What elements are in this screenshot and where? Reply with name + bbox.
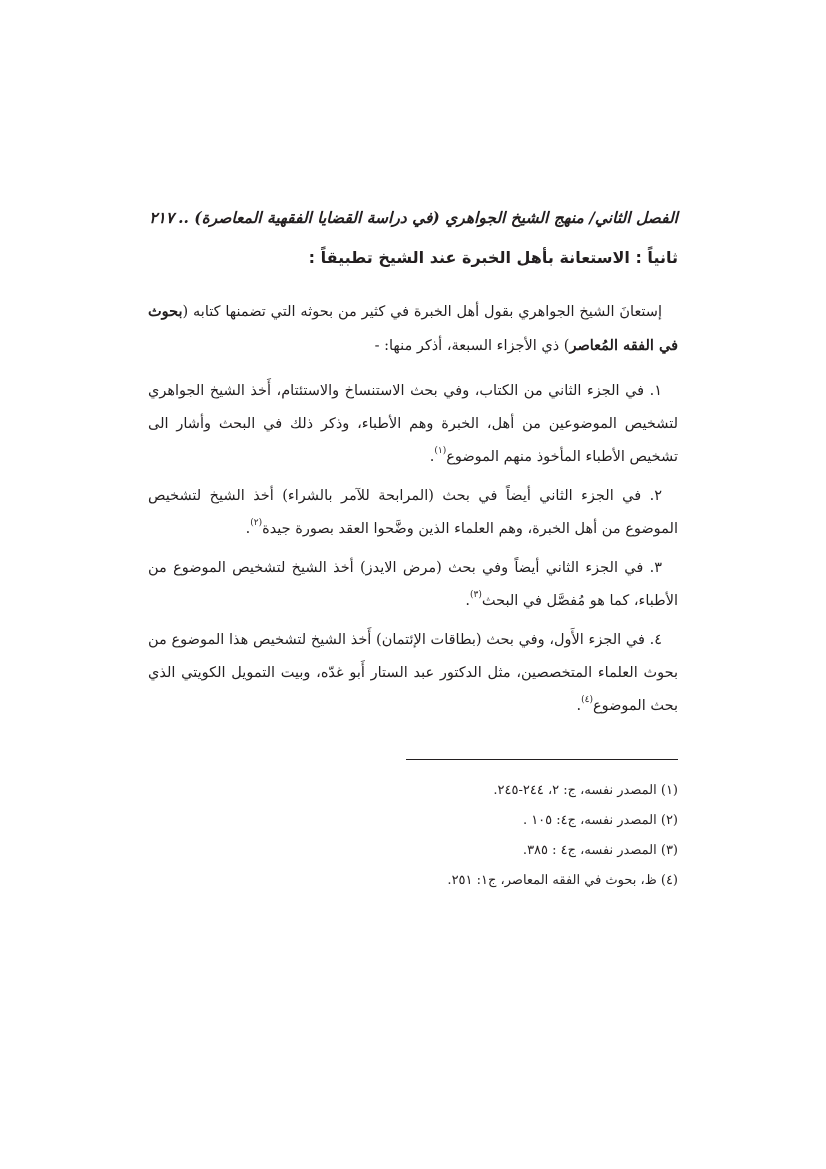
book-title: بحوث في الفقه المُعاصر <box>148 303 678 354</box>
section-heading: ثانياً : الاستعانة بأهل الخبرة عند الشيخ تطبيقاً : <box>308 248 678 267</box>
list-item-4 <box>148 624 678 723</box>
list-item-text: ٢. في الجزء الثاني أيضاً في بحث (المرابحة للآمر بالشراء) أخذ الشيخ لتشخيص الموضوع من أهل الخبرة، وهم العلماء الذين وضَّحوا العقد بصورة جيدة <box>148 488 678 537</box>
running-head <box>148 205 678 231</box>
running-head-title: الفصل الثاني/ منهج الشيخ الجواهري (في دراسة القضايا الفقهية المعاصرة) .. <box>178 208 678 227</box>
footnote-ref-3[interactable]: (٣) <box>470 590 482 600</box>
footnote-2: (٢) المصدر نفسه، ج٤: ١٠٥ . <box>522 813 678 828</box>
list-item-end: . <box>429 449 435 465</box>
intro-text-end: ) ذي الأجزاء السبعة، أذكر منها: - <box>374 338 570 354</box>
footnote-4: (٤) ظ، بحوث في الفقه المعاصر، ج١: ٢٥١. <box>447 873 678 888</box>
footnote-ref-1[interactable]: (١) <box>434 446 447 456</box>
list-item-2 <box>148 480 678 546</box>
intro-text-start: إستعانَ الشيخ الجواهري بقول أهل الخبرة في كثير من بحوثه التي تضمنها كتابه ( <box>182 304 662 320</box>
footnote-ref-2[interactable]: (٢) <box>250 518 263 528</box>
list-item-text: ٤. في الجزء الأَول، وفي بحث (بطاقات الإئتمان) أَخذ الشيخ لتشخيص هذا الموضوع من بحوث العلماء المتخصصين، مثل الدكتور عبد الستار أَبو غدّه، وبيت التمويل الكويتي الذي بحث الموضوع <box>148 632 678 714</box>
footnote-ref-4[interactable]: (٤) <box>581 695 593 705</box>
footnote-divider <box>406 759 678 760</box>
list-item-text: ٣. في الجزء الثاني أيضاً وفي بحث (مرض الايدز) أخذ الشيخ لتشخيص الموضوع من الأطباء، كما هو مُفصَّل في البحث <box>148 560 678 609</box>
footnote-3: (٣) المصدر نفسه، ج٤ : ٣٨٥. <box>522 843 678 858</box>
list-item-end: . <box>576 698 582 714</box>
page-number: ٢١٧ <box>149 208 175 227</box>
list-item-3 <box>148 552 678 618</box>
list-item-end: . <box>465 593 470 609</box>
footnote-1: (١) المصدر نفسه، ج: ٢، ٢٤٤-٢٤٥. <box>493 783 678 798</box>
list-item-end: . <box>245 521 251 537</box>
list-item-text: ١. في الجزء الثاني من الكتاب، وفي بحث الاستنساخ والاستئتام، أَخذ الشيخ الجواهري لتشخيص الموضوعين من أهل، الخبرة وهم الأطباء، وذكر ذلك في البحث وأشار الى تشخيص الأطباء المأخوذ منهم الموضوع <box>148 383 678 465</box>
footnotes <box>148 776 678 896</box>
intro-paragraph <box>148 295 678 363</box>
book-page <box>148 205 678 896</box>
list-item-1 <box>148 375 678 474</box>
